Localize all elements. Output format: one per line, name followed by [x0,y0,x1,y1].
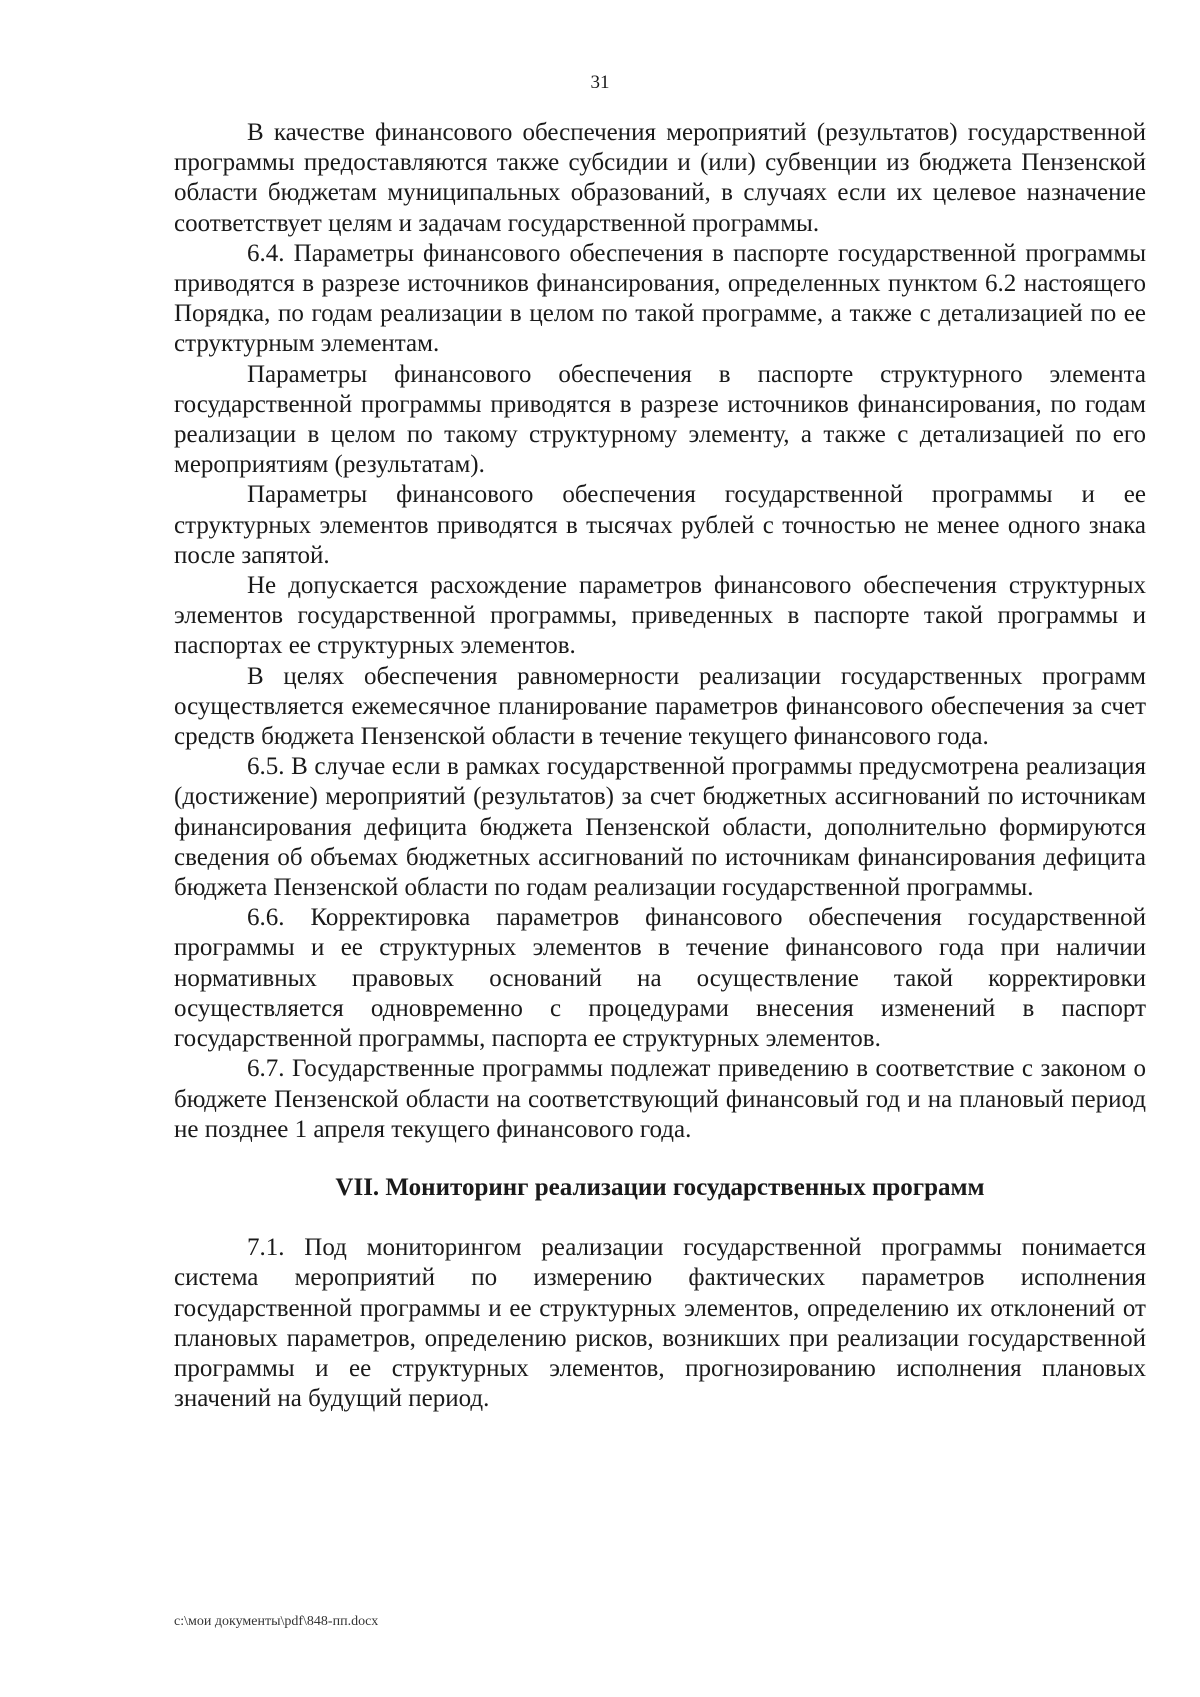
paragraph-6-5: 6.5. В случае если в рамках государственной программы предусмотрена реализация (достижение) мероприятий (результатов) за счет бюджетных ассигнований по источникам финансирования дефицита бюджета Пензенской области, дополнительно формируются сведения об объемах бюджетных ассигнований по источникам финансирования дефицита бюджета Пензенской области по годам реализации государственной программы. [174,753,1146,902]
paragraph: В качестве финансового обеспечения мероприятий (результатов) государственной программы предоставляются также субсидии и (или) субвенции из бюджета Пензенской области бюджетам муниципальных образований, в случаях если их целевое назначение соответствует целям и задачам государственной программы. [174,119,1146,237]
page-number: 31 [590,72,610,93]
footer-file-path: c:\мои документы\pdf\848-пп.docx [174,1614,379,1629]
paragraph: Параметры финансового обеспечения государственной программы и ее структурных элементов приводятся в тысячах рублей с точностью не менее одного знака после запятой. [174,481,1146,569]
document-body [174,118,1146,1414]
paragraph-6-6: 6.6. Корректировка параметров финансового обеспечения государственной программы и ее структурных элементов в течение финансового года при наличии нормативных правовых оснований на осуществление такой корректировки осуществляется одновременно с процедурами внесения изменений в паспорт государственной программы, паспорта ее структурных элементов. [174,904,1146,1053]
paragraph-6-7: 6.7. Государственные программы подлежат приведению в соответствие с законом о бюджете Пензенской области на соответствующий финансовый год и на плановый период не позднее 1 апреля текущего финансового года. [174,1055,1146,1143]
section-heading: VII. Мониторинг реализации государственных программ [335,1173,985,1201]
paragraph: В целях обеспечения равномерности реализации государственных программ осуществляется ежемесячное планирование параметров финансового обеспечения за счет средств бюджета Пензенской области в течение текущего финансового года. [174,662,1146,751]
paragraph: Не допускается расхождение параметров финансового обеспечения структурных элементов государственной программы, приведенных в паспорте такой программы и паспортах ее структурных элементов. [174,572,1146,660]
paragraph-6-4: 6.4. Параметры финансового обеспечения в паспорте государственной программы приводятся в разрезе источников финансирования, определенных пунктом 6.2 настоящего Порядка, по годам реализации в целом по такой программе, а также с детализацией по ее структурным элементам. [174,239,1146,358]
paragraph-7-1: 7.1. Под мониторингом реализации государственной программы понимается система мероприятий по измерению фактических параметров исполнения государственной программы и ее структурных элементов, определению их отклонений от плановых параметров, определению рисков, возникших при реализации государственной программы и ее структурных элементов, прогнозированию исполнения плановых значений на будущий период. [174,1234,1146,1413]
paragraph: Параметры финансового обеспечения в паспорте структурного элемента государственной программы приводятся в разрезе источников финансирования, по годам реализации в целом по такому структурному элементу, а также с детализацией по его мероприятиям (результатам). [174,360,1146,479]
